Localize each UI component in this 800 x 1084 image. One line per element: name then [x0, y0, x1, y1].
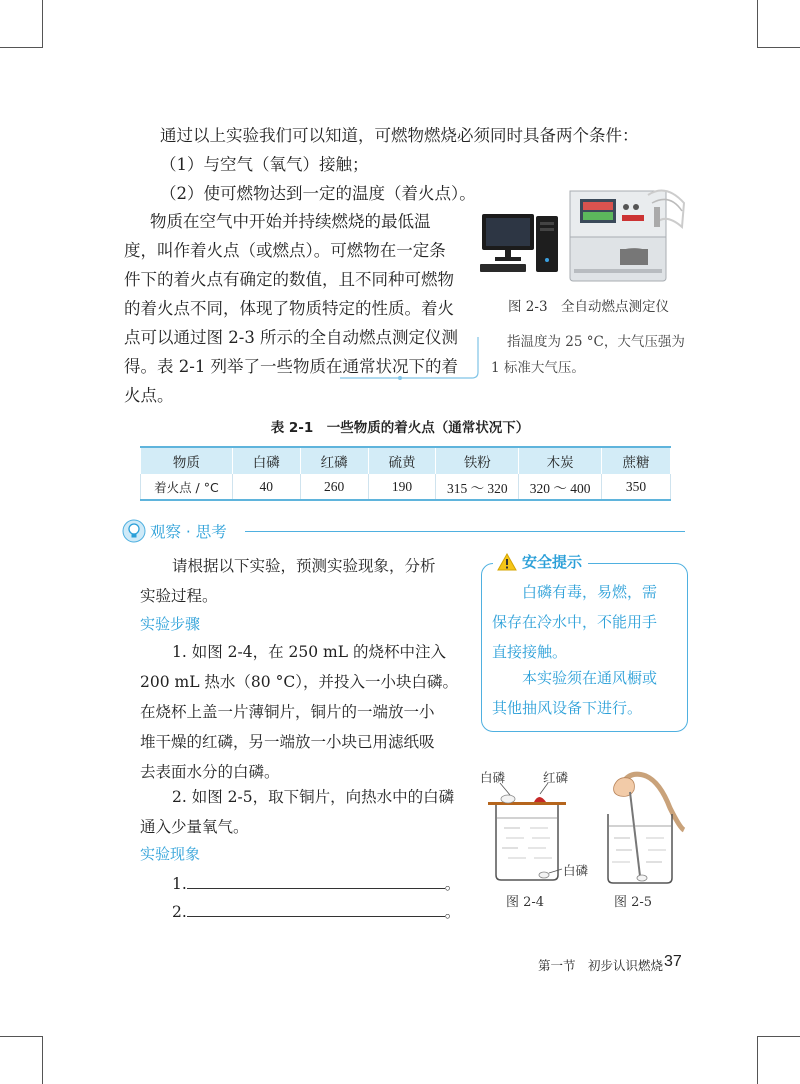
- definition-line: 火点。: [124, 386, 174, 405]
- table-cell: 190: [368, 474, 436, 500]
- definition-line: 点可以通过图 2-3 所示的全自动燃点测定仪测: [124, 328, 459, 347]
- crop-mark: [42, 1036, 43, 1084]
- definition-line: 件下的着火点有确定的数值，且不同种可燃物: [124, 270, 454, 289]
- safety-head: [493, 551, 588, 572]
- crop-mark: [42, 0, 43, 48]
- crop-mark: [757, 0, 758, 48]
- observe-intro: [140, 551, 460, 611]
- definition-line: 得。表 2-1 列举了一些物质在通常状况下的着: [124, 357, 459, 376]
- crop-mark: [0, 1036, 42, 1037]
- label-white-phosphorus-water: 白磷: [563, 863, 589, 878]
- step-1: [140, 637, 460, 787]
- side-note-line: 1 标准大气压。: [491, 360, 585, 376]
- label-white-phosphorus-top: 白磷: [480, 770, 506, 785]
- step-line: 去表面水分的白磷。: [140, 763, 280, 781]
- table-cell: 320 ～ 400: [519, 474, 602, 500]
- table-header-cell: 硫黄: [368, 447, 436, 474]
- table-row-label: 着火点 / °C: [141, 474, 233, 500]
- safety-line: 白磷有毒，易燃，需: [522, 583, 658, 601]
- table-header-cell: 蔗糖: [602, 447, 671, 474]
- page-number: 37: [664, 953, 682, 970]
- step-line: 堆干燥的红磷，另一端放一小块已用滤纸吸: [140, 733, 435, 751]
- crop-mark: [758, 47, 800, 48]
- figure-2-5-caption: 图 2-5: [614, 895, 653, 910]
- table-cell: 315 ～ 320: [436, 474, 519, 500]
- safety-line: 保存在冷水中，不能用手: [492, 613, 658, 631]
- blank-suffix: 。: [444, 903, 461, 921]
- answer-blank-1[interactable]: [187, 873, 445, 889]
- desktop-computer-icon: [478, 212, 560, 280]
- step-line: 200 mL 热水（80 °C），并投入一小块白磷。: [140, 673, 458, 691]
- table-cell: 40: [232, 474, 300, 500]
- step-line: 2. 如图 2-5，取下铜片，向热水中的白磷: [172, 788, 455, 806]
- step-2: [140, 782, 460, 842]
- bulb-icon: [122, 519, 146, 543]
- step-line: 在烧杯上盖一片薄铜片，铜片的一端放一小: [140, 703, 435, 721]
- observe-intro-line: 请根据以下实验，预测实验现象，分析: [172, 557, 436, 575]
- step-line: 通入少量氧气。: [140, 818, 249, 836]
- definition-line: 度，叫作着火点（或燃点）。可燃物在一定条: [124, 241, 446, 260]
- table-title: 表 2-1 一些物质的着火点（通常状况下）: [270, 420, 530, 436]
- note-pointer: [340, 335, 490, 385]
- figure-2-4-caption: 图 2-4: [506, 895, 545, 910]
- definition-line: 的着火点不同，体现了物质特定的性质。着火: [124, 299, 454, 318]
- crop-mark: [758, 1036, 800, 1037]
- phenomena-blank-1: [172, 869, 460, 899]
- crop-mark: [0, 47, 42, 48]
- table-header-cell: 木炭: [519, 447, 602, 474]
- phenomena-blank-2: [172, 897, 460, 927]
- label-red-phosphorus: 红磷: [543, 770, 569, 785]
- footer-section-title: 第一节 初步认识燃烧: [538, 958, 664, 973]
- observe-intro-line: 实验过程。: [140, 587, 218, 605]
- table-header-cell: 白磷: [232, 447, 300, 474]
- steps-heading: 实验步骤: [140, 615, 201, 633]
- side-note-line: 指温度为 25 °C，大气压强为: [507, 334, 685, 350]
- safety-line: 直接接触。: [492, 643, 568, 661]
- safety-line: 其他抽风设备下进行。: [492, 699, 643, 717]
- phenomena-heading: 实验现象: [140, 845, 201, 863]
- observe-section-head: [122, 519, 227, 543]
- table-row: [141, 474, 671, 500]
- blank-number: 1.: [172, 875, 187, 893]
- observe-title: 观察 · 思考: [150, 523, 227, 541]
- safety-text-2: [492, 663, 682, 723]
- intro-line: （1）与空气（氧气）接触；: [160, 155, 369, 174]
- table-cell: 260: [300, 474, 368, 500]
- intro-line: （2）使可燃物达到一定的温度（着火点）。: [160, 184, 476, 203]
- table-header-cell: 物质: [141, 447, 233, 474]
- answer-blank-2[interactable]: [187, 901, 445, 917]
- figure-2-3-caption: 图 2-3 全自动燃点测定仪: [508, 299, 670, 315]
- warning-icon: [497, 553, 517, 571]
- intro-line: 通过以上实验我们可以知道，可燃物燃烧必须同时具备两个条件：: [160, 126, 639, 145]
- safety-line: 本实验须在通风橱或: [522, 669, 658, 687]
- blank-suffix: 。: [444, 875, 461, 893]
- table-cell: 350: [602, 474, 671, 500]
- section-divider: [245, 531, 685, 532]
- crop-mark: [757, 1036, 758, 1084]
- oxygen-into-beaker-diagram: [600, 768, 692, 888]
- table-header-cell: 铁粉: [436, 447, 519, 474]
- side-note: [491, 329, 696, 381]
- table-header-row: [141, 447, 671, 474]
- safety-text-1: [492, 577, 682, 667]
- definition-line: 物质在空气中开始并持续燃烧的最低温: [150, 212, 431, 231]
- step-line: 1. 如图 2-4，在 250 mL 的烧杯中注入: [172, 643, 446, 661]
- ignition-point-table: [140, 446, 671, 501]
- blank-number: 2.: [172, 903, 187, 921]
- table-header-cell: 红磷: [300, 447, 368, 474]
- safety-title: 安全提示: [522, 553, 583, 571]
- ignition-tester-device-icon: [566, 183, 688, 287]
